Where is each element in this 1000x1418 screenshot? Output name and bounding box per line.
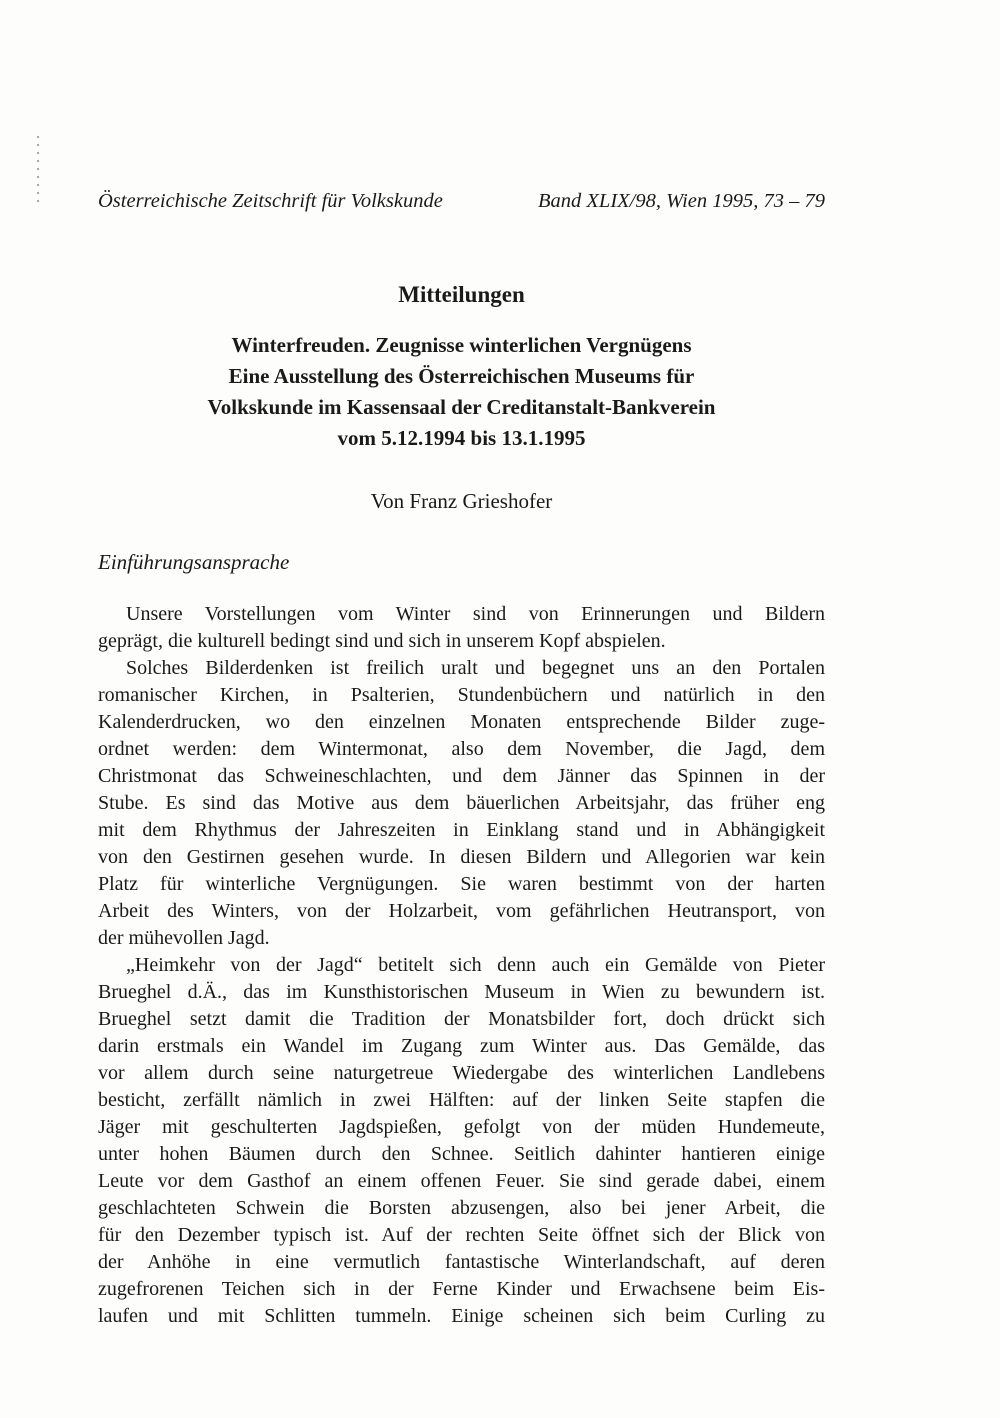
text-line: Christmonat das Schweineschlachten, und dem Jänner das Spinnen in der <box>98 765 825 787</box>
text-line: Unsere Vorstellungen vom Winter sind von Erinnerungen und Bildern <box>126 603 825 625</box>
text-line: unter hohen Bäumen durch den Schnee. Seitlich dahinter hantieren einige <box>98 1143 825 1165</box>
text-line: besticht, zerfällt nämlich in zwei Hälften: auf der linken Seite stapfen die <box>98 1089 825 1111</box>
text-line: Kalenderdrucken, wo den einzelnen Monaten entsprechende Bilder zuge- <box>98 711 825 733</box>
text-line: ordnet werden: dem Wintermonat, also dem November, die Jagd, dem <box>98 738 825 760</box>
journal-name: Österreichische Zeitschrift für Volkskunde <box>98 190 443 212</box>
article-title-line: Winterfreuden. Zeugnisse winterlichen Vergnügens <box>231 333 692 357</box>
text-line: romanischer Kirchen, in Psalterien, Stundenbüchern und natürlich in den <box>98 684 825 706</box>
text-line: mit dem Rhythmus der Jahreszeiten in Einklang stand und in Abhängigkeit <box>98 819 825 841</box>
text-line: Brueghel setzt damit die Tradition der Monatsbilder fort, doch drückt sich <box>98 1008 825 1030</box>
text-line: Platz für winterliche Vergnügungen. Sie waren bestimmt von der harten <box>98 873 825 895</box>
scan-artifact-dotted-line <box>37 136 39 208</box>
text-line: Stube. Es sind das Motive aus dem bäuerlichen Arbeitsjahr, das früher eng <box>98 792 825 814</box>
text-line: geschlachteten Schwein die Borsten abzusengen, also bei jener Arbeit, die <box>98 1197 825 1219</box>
article-title-line: Eine Ausstellung des Österreichischen Museums für <box>228 364 695 388</box>
text-line: für den Dezember typisch ist. Auf der rechten Seite öffnet sich der Blick von <box>98 1224 825 1246</box>
text-line: zugefrorenen Teichen sich in der Ferne Kinder und Erwachsene beim Eis- <box>98 1278 825 1300</box>
text-line: Solches Bilderdenken ist freilich uralt und begegnet uns an den Portalen <box>126 657 825 679</box>
author-byline: Von Franz Grieshofer <box>370 489 553 513</box>
paragraph <box>98 601 825 655</box>
text-line: Leute vor dem Gasthof an einem offenen Feuer. Sie sind gerade dabei, einem <box>98 1170 825 1192</box>
article-title <box>98 330 825 454</box>
text-line: darin erstmals ein Wandel im Zugang zum Winter aus. Das Gemälde, das <box>98 1035 825 1057</box>
body-text <box>98 601 825 1330</box>
text-line: Jäger mit geschulterten Jagdspießen, gefolgt von der müden Hundemeute, <box>98 1116 825 1138</box>
text-line: der Anhöhe in eine vermutlich fantastische Winterlandschaft, auf deren <box>98 1251 825 1273</box>
journal-header <box>98 188 825 215</box>
journal-issue-info: Band XLIX/98, Wien 1995, 73 – 79 <box>538 190 825 212</box>
paragraph <box>98 655 825 952</box>
text-line: von den Gestirnen gesehen wurde. In diesen Bildern und Allegorien war kein <box>98 846 825 868</box>
text-line: Arbeit des Winters, von der Holzarbeit, vom gefährlichen Heutransport, von <box>98 900 825 922</box>
article-title-line: vom 5.12.1994 bis 13.1.1995 <box>337 426 586 450</box>
section-title: Mitteilungen <box>398 282 525 307</box>
text-line: vor allem durch seine naturgetreue Wiedergabe des winterlichen Landlebens <box>98 1062 825 1084</box>
text-line: Brueghel d.Ä., das im Kunsthistorischen Museum in Wien zu bewundern ist. <box>98 981 825 1003</box>
section-heading: Einführungsansprache <box>98 550 290 574</box>
text-line: geprägt, die kulturell bedingt sind und sich in unserem Kopf abspielen. <box>98 630 666 652</box>
text-line: laufen und mit Schlitten tummeln. Einige scheinen sich beim Curling zu <box>98 1305 825 1327</box>
text-line: der mühevollen Jagd. <box>98 927 270 949</box>
text-line: „Heimkehr von der Jagd“ betitelt sich denn auch ein Gemälde von Pieter <box>126 954 825 976</box>
paragraph <box>98 952 825 1330</box>
article-title-line: Volkskunde im Kassensaal der Creditanstalt-Bankverein <box>207 395 716 419</box>
